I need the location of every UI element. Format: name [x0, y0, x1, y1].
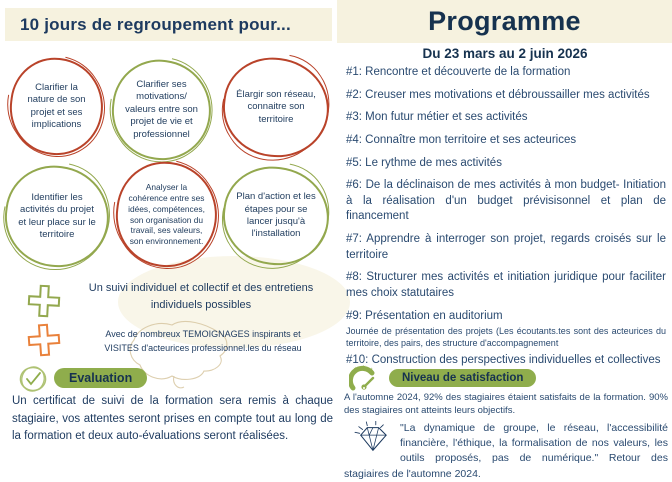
testimonial-quote-text: "La dynamique de groupe, le réseau, l'accessibilité financière, l'éthique, la formalisation de nos valeurs, les outils proposés, pas de numérique." Retour des stagiaires de l'automne 2024.: [344, 422, 668, 480]
program-item-5: #5: Le rythme de mes activités: [346, 156, 502, 169]
satisfaction-text: A l'automne 2024, 92% des stagiaires étaient satisfaits de la formation. 90% des stagiaires ont atteints leurs objectifs.: [344, 392, 668, 417]
left-header-title: 10 jours de regroupement pour...: [20, 15, 291, 34]
program-list: [346, 65, 666, 376]
right-header-banner: [337, 0, 672, 43]
program-item-4: #4: Connaître mon territoire et ses acteurices: [346, 133, 577, 146]
program-item-9: #9: Présentation en auditorium: [346, 309, 503, 322]
plus-orange-icon: [26, 322, 62, 358]
satisfaction-gauge-icon: [349, 365, 381, 393]
check-circle-icon: [17, 365, 49, 393]
page-title: Programme: [428, 6, 581, 36]
circle-elargir-reseau: [221, 56, 331, 159]
program-item-6: #6: De la déclinaison de mes activités à mon budget- Initiation à la réalisation d'un budget prévisisonnel et plan de financement: [346, 179, 666, 223]
testimonial-quote-block: [344, 421, 668, 482]
circle-clarifier-nature: [8, 56, 105, 157]
program-item-3: #3: Mon futur métier et ses activités: [346, 111, 528, 124]
circle-analyser-coherence: [114, 160, 219, 269]
svg-text:✶: ✶: [361, 365, 367, 371]
program-item-10: #10: Construction des perspectives individuelles et collectives: [346, 354, 661, 367]
plus-green-icon: [26, 283, 62, 319]
circle-text: Identifier les activités du projet et leur place sur le territoire: [18, 191, 96, 240]
program-item-1: #1: Rencontre et découverte de la formation: [346, 66, 571, 78]
circle-clarifier-motivations: [110, 58, 213, 162]
program-item-8: #8: Structurer mes activités et initiation juridique pour faciliter mes choix statutaires: [346, 271, 666, 299]
evaluation-paragraph: Un certificat de suivi de la formation sera remis à chaque stagiaire, vos attentes seront prises en compte tout au long de la formation et deux auto-évaluations seront réalisées.: [12, 395, 333, 443]
suivi-text: Un suivi individuel et collectif et des entretiens individuels possibles: [88, 282, 314, 311]
circle-text: Élargir son réseau, connaitre son territoire: [236, 88, 316, 125]
svg-text:✶: ✶: [369, 367, 374, 373]
diamond-icon: [350, 421, 394, 455]
program-item-9-note: Journée de présentation des projets (Les écoutants.tes sont des acteurices du territoire, des pairs, des structure d'accompagnement: [346, 326, 666, 349]
circle-text: Analyser la cohérence entre ses idées, compétences, son organisation du travail, ses valeurs, son environnement.: [128, 181, 205, 247]
evaluation-badge: Evaluation: [54, 368, 147, 388]
temoignages-text: Avec de nombreux TEMOIGNAGES inspirants et VISITES d'acteurices professionnel.les du réseau: [104, 329, 302, 353]
program-item-2: #2: Creuser mes motivations et débroussailler mes activités: [346, 88, 650, 101]
circle-text: Clarifier ses motivations/ valeurs entre son projet de vie et professionnel: [125, 79, 198, 140]
program-dates: Du 23 mars au 2 juin 2026: [422, 46, 588, 61]
left-header-banner: [5, 8, 332, 41]
circle-text: Plan d'action et les étapes pour se lancer jusqu'à l'installation: [236, 191, 316, 240]
circle-text: Clarifier la nature de son projet et ses implications: [27, 81, 86, 130]
circle-plan-action: [221, 165, 331, 267]
satisfaction-badge: Niveau de satisfaction: [389, 369, 536, 387]
circle-identifier-activites: [3, 164, 111, 269]
program-item-7: #7: Apprendre à interroger son projet, regards croisés sur le territoire: [346, 233, 666, 261]
svg-text:✶: ✶: [353, 367, 359, 373]
